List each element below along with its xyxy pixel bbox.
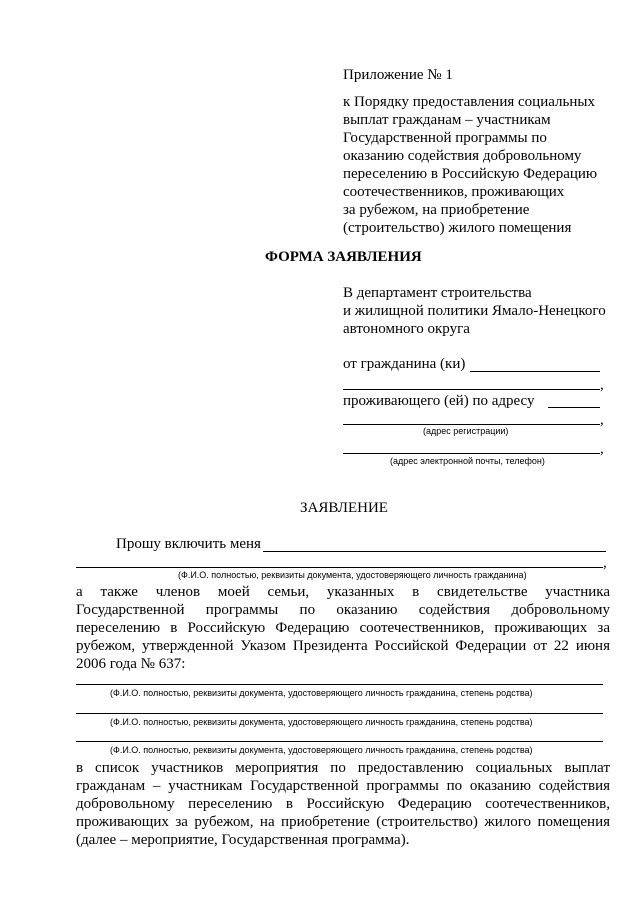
- contact-caption: (адрес электронной почты, телефон): [390, 456, 545, 466]
- residing-label: проживающего (ей) по адресу: [343, 393, 535, 409]
- appendix-line: оказанию содействия добровольному: [343, 148, 582, 164]
- paragraph-line: Государственной программы по оказанию содействия добровольному: [76, 602, 610, 618]
- residing-address-field[interactable]: [548, 407, 600, 408]
- comma: ,: [600, 377, 604, 393]
- application-heading: ЗАЯВЛЕНИЕ: [300, 500, 388, 516]
- family-member-field-1[interactable]: [76, 684, 603, 685]
- paragraph-line: проживающих за рубежом, на приобретение (строительство) жилого помещения: [76, 814, 610, 830]
- appendix-line: переселению в Российскую Федерацию: [343, 166, 598, 182]
- appendix-title: Приложение № 1: [343, 67, 453, 83]
- paragraph-line: добровольному переселению в Российскую Федерацию соотечественников,: [76, 796, 610, 812]
- addressee-line: и жилищной политики Ямало-Ненецкого: [343, 303, 606, 319]
- address-caption: (адрес регистрации): [423, 426, 509, 436]
- citizen-name-continuation-field[interactable]: [343, 389, 600, 390]
- from-citizen-label: от гражданина (ки): [343, 356, 466, 372]
- family-paragraph: [76, 583, 610, 673]
- form-title: ФОРМА ЗАЯВЛЕНИЯ: [265, 249, 422, 265]
- appendix-line: (строительство) жилого помещения: [343, 220, 572, 236]
- applicant-field[interactable]: [263, 551, 606, 552]
- appendix-line: к Порядку предоставления социальных: [343, 94, 595, 110]
- member-caption: (Ф.И.О. полностью, реквизиты документа, удостоверяющего личность гражданина, степень родства): [110, 745, 533, 755]
- family-member-field-2[interactable]: [76, 713, 603, 714]
- paragraph-line: а также членов моей семьи, указанных в свидетельстве участника: [76, 584, 610, 600]
- paragraph-line: гражданам – участникам Государственной программы по оказанию содействия: [76, 778, 610, 794]
- comma: ,: [600, 441, 604, 457]
- appendix-line: соотечественников, проживающих: [343, 184, 565, 200]
- paragraph-line: переселению в Российскую Федерацию соотечественников, проживающих за: [76, 620, 610, 636]
- appendix-reference: [343, 93, 608, 237]
- addressee-block: [343, 284, 608, 338]
- comma: ,: [600, 412, 604, 428]
- from-citizen-field[interactable]: [470, 371, 600, 372]
- addressee-line: В департамент строительства: [343, 285, 532, 301]
- appendix-line: Государственной программы по: [343, 130, 547, 146]
- request-label: Прошу включить меня: [116, 536, 261, 552]
- applicant-details-field[interactable]: [76, 567, 603, 568]
- member-caption: (Ф.И.О. полностью, реквизиты документа, удостоверяющего личность гражданина, степень родства): [110, 688, 533, 698]
- appendix-line: за рубежом, на приобретение: [343, 202, 530, 218]
- addressee-line: автономного округа: [343, 321, 470, 337]
- contact-field[interactable]: [343, 453, 600, 454]
- member-caption: (Ф.И.О. полностью, реквизиты документа, удостоверяющего личность гражданина, степень родства): [110, 717, 533, 727]
- paragraph-line: в список участников мероприятия по предоставлению социальных выплат: [76, 760, 610, 776]
- appendix-line: выплат гражданам – участникам: [343, 112, 551, 128]
- paragraph-line: рубежом, утвержденной Указом Президента Российской Федерации от 22 июня: [76, 638, 610, 654]
- paragraph-line: (далее – мероприятие, Государственная программа).: [76, 832, 410, 848]
- registration-address-field[interactable]: [343, 424, 600, 425]
- family-member-field-3[interactable]: [76, 741, 603, 742]
- closing-paragraph: [76, 759, 610, 849]
- fio-caption: (Ф.И.О. полностью, реквизиты документа, удостоверяющего личность гражданина): [178, 570, 527, 580]
- comma: ,: [603, 555, 607, 571]
- paragraph-line: 2006 года № 637:: [76, 656, 186, 672]
